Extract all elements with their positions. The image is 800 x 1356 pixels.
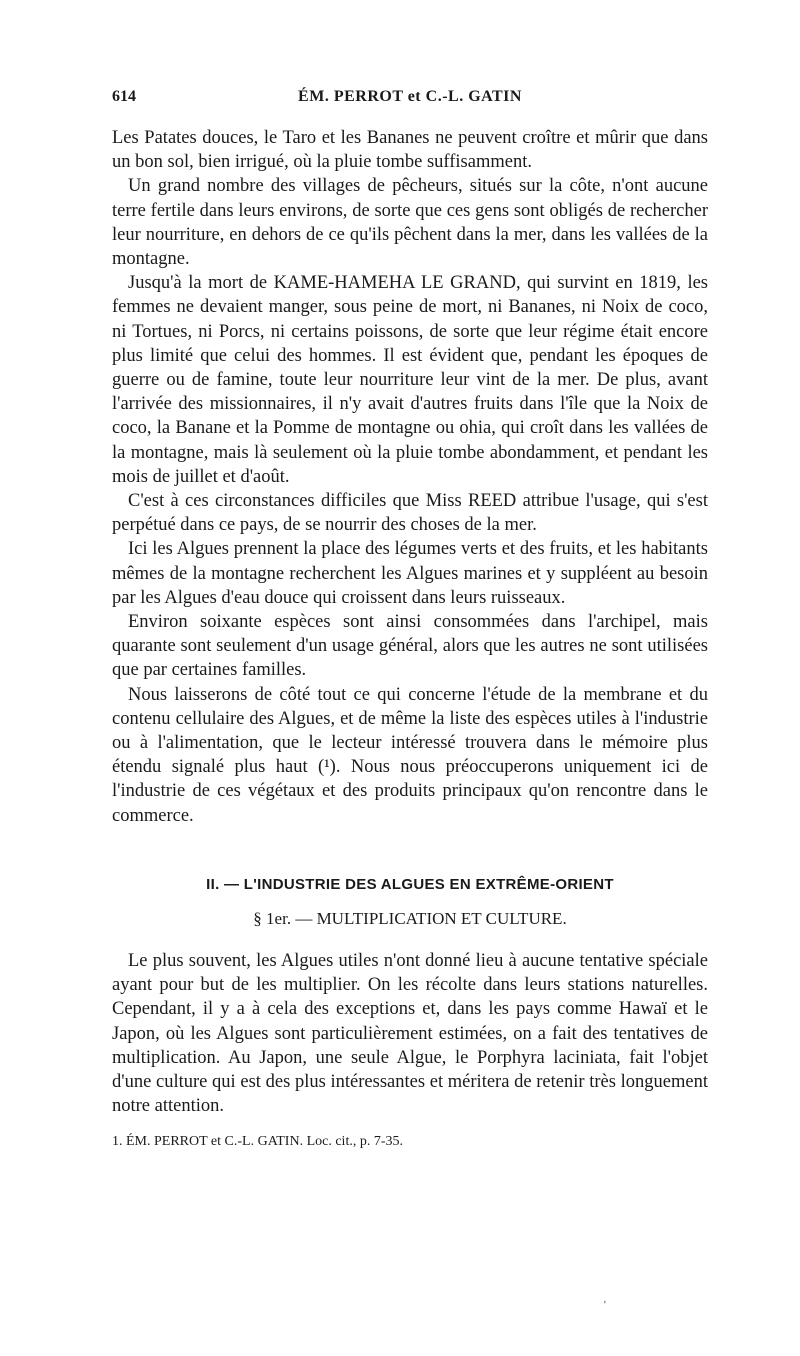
section-title: II. — L'INDUSTRIE DES ALGUES EN EXTRÊME-ORIENT xyxy=(206,876,614,893)
subsection-title: § 1er. — MULTIPLICATION ET CULTURE. xyxy=(253,909,567,928)
paragraph: Les Patates douces, le Taro et les Bananes ne peuvent croître et mûrir que dans un bon sol, bien irrigué, où la pluie tombe suffisamment. xyxy=(112,128,708,173)
paragraph: C'est à ces circonstances difficiles que Miss REED attribue l'usage, qui s'est perpétué dans ce pays, de se nourrir des choses de la mer. xyxy=(112,491,708,536)
paragraph: Jusqu'à la mort de KAME-HAMEHA LE GRAND, qui survint en 1819, les femmes ne devaient manger, sous peine de mort, ni Bananes, ni Noix de coco, ni Tortues, ni Porcs, ni certains poissons, de sorte que leur régime était encore plus limité que celui des hommes. Il est évident que, pendant les époques de guerre ou de famine, toute leur nourriture leur vint de la mer. De plus, avant l'arrivée des missionnaires, il n'y avait d'autres fruits dans l'île que la Noix de coco, la Banane et la Pomme de montagne ou ohia, qui croît dans les vallées de la montagne, mais là seulement où la pluie tombe abondamment, et pendant les mois de juillet et d'août. xyxy=(112,273,708,487)
paragraph: Ici les Algues prennent la place des légumes verts et des fruits, et les habitants mêmes de la montagne recherchent les Algues marines et y suppléent au besoin par les Algues d'eau douce qui croissent dans leurs ruisseaux. xyxy=(112,539,708,608)
paragraph: Nous laisserons de côté tout ce qui concerne l'étude de la membrane et du contenu cellulaire des Algues, et de même la liste des espèces utiles à l'industrie ou à l'alimentation, que le lecteur intéressé trouvera dans le mémoire plus étendu signalé plus haut (¹). Nous nous préoccuperons uniquement ici de l'industrie de ces végétaux et des produits principaux qu'on rencontre dans le commerce. xyxy=(112,684,708,826)
footnote: 1. ÉM. PERROT et C.-L. GATIN. Loc. cit., p. 7-35. xyxy=(112,1134,403,1149)
running-head: ÉM. PERROT et C.-L. GATIN xyxy=(298,88,522,105)
page-number: 614 xyxy=(112,88,136,105)
paragraph: Un grand nombre des villages de pêcheurs, situés sur la côte, n'ont aucune terre fertile dans leurs environs, de sorte que ces gens sont obligés de rechercher leur nourriture, en dehors de ce qu'ils pêchent dans la mer, dans les vallées de la montagne. xyxy=(112,176,708,270)
stray-mark: ' xyxy=(604,1300,606,1311)
body-text xyxy=(112,126,708,828)
paragraph: Environ soixante espèces sont ainsi consommées dans l'archipel, mais quarante sont seulement d'un usage général, alors que les autres ne sont utilisées que par certaines familles. xyxy=(112,612,708,681)
paragraph: Le plus souvent, les Algues utiles n'ont donné lieu à aucune tentative spéciale ayant pour but de les multiplier. On les récolte dans leurs stations naturelles. Cependant, il y a à cela des exceptions et, dans les pays comme Hawaï et le Japon, où les Algues sont particulièrement estimées, on a fait des tentatives de multiplication. Au Japon, une seule Algue, le Porphyra laciniata, fait l'objet d'une culture qui est des plus intéressantes et méritera de retenir très longuement notre attention. xyxy=(112,951,708,1117)
body-text-continued xyxy=(112,949,708,1118)
page-header xyxy=(112,88,708,110)
